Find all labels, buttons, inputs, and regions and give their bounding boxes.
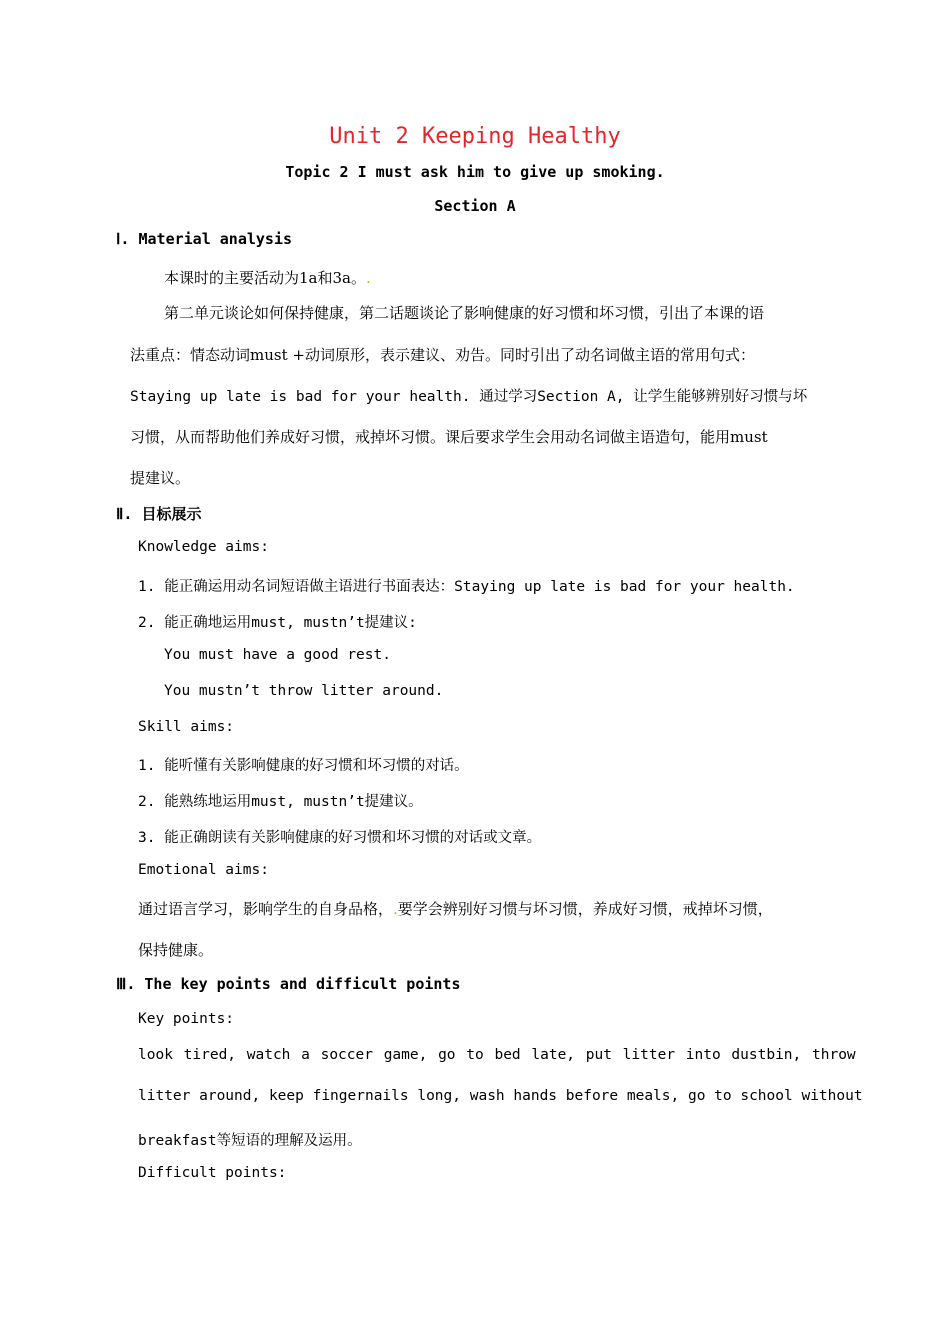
material-p1-text: 本课时的主要活动为1a和3a。 — [164, 269, 366, 287]
material-heading: Ⅰ. Material analysis — [116, 230, 293, 248]
material-p2-line-4: 习惯，从而帮助他们养成好习惯，戒掉坏习惯。课后要求学生会用动名词做主语造句，能用must — [130, 428, 768, 446]
skill-aims-label: Skill aims: — [138, 719, 235, 735]
edit-mark: . — [365, 269, 371, 287]
emotional-aims-label: Emotional aims: — [138, 862, 269, 878]
key-points-label: Key points: — [138, 1011, 235, 1027]
key-points-line-1: look tired, watch a soccer game, go to bed late, put litter into dustbin, throw — [138, 1047, 856, 1063]
emotional-aim-line-2: 保持健康。 — [138, 941, 214, 959]
skill-aim-2: 2. 能熟练地运用must, mustn’t提建议。 — [138, 794, 423, 810]
emotional-aim-part-b: 要学会辨别好习惯与坏习惯，养成好习惯，戒掉坏习惯， — [397, 900, 773, 918]
material-p2-line-2: 法重点：情态动词must +动词原形，表示建议、劝告。同时引出了动名词做主语的常用句式： — [130, 346, 755, 364]
key-points-line-2: litter around, keep fingernails long, wash hands before meals, go to school without — [138, 1088, 863, 1104]
document-title: Unit 2 Keeping Healthy — [329, 124, 621, 149]
key-points-line-3: breakfast等短语的理解及运用。 — [138, 1133, 362, 1149]
skill-aim-1: 1. 能听懂有关影响健康的好习惯和坏习惯的对话。 — [138, 758, 469, 774]
skill-aim-3: 3. 能正确朗读有关影响健康的好习惯和坏习惯的对话或文章。 — [138, 830, 542, 846]
material-paragraph-1 — [164, 267, 371, 288]
emotional-aim-line-1 — [138, 898, 773, 919]
topic-subtitle: Topic 2 I must ask him to give up smoking. — [285, 163, 665, 181]
difficult-points-label: Difficult points: — [138, 1165, 287, 1181]
material-p2-line-1: 第二单元谈论如何保持健康，第二话题谈论了影响健康的好习惯和坏习惯，引出了本课的语 — [164, 304, 765, 322]
material-p2-line-3: Staying up late is bad for your health. 通过学习Section A, 让学生能够辨别好习惯与坏 — [130, 389, 808, 405]
knowledge-example-1: You must have a good rest. — [164, 647, 391, 663]
edit-mark: . — [393, 900, 398, 918]
aims-heading: Ⅱ. 目标展示 — [116, 505, 202, 523]
material-p2-line-5: 提建议。 — [130, 469, 191, 487]
knowledge-example-2: You mustn’t throw litter around. — [164, 683, 444, 699]
section-label: Section A — [434, 197, 516, 215]
emotional-aim-part-a: 通过语言学习，影响学生的自身品格， — [138, 900, 394, 918]
knowledge-aims-label: Knowledge aims: — [138, 539, 269, 555]
knowledge-aim-2: 2. 能正确地运用must, mustn’t提建议: — [138, 615, 417, 631]
key-points-heading: Ⅲ. The key points and difficult points — [116, 975, 461, 993]
knowledge-aim-1: 1. 能正确运用动名词短语做主语进行书面表达：Staying up late is bad for your health. — [138, 579, 795, 595]
